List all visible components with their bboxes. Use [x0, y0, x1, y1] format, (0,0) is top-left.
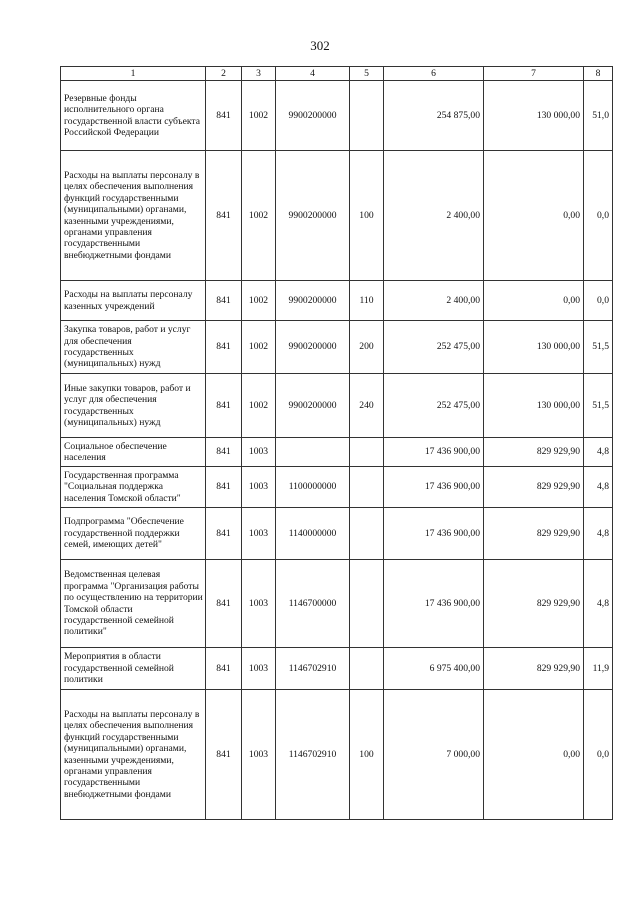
header-cell: 5 [350, 67, 384, 81]
row-col4: 9900200000 [276, 374, 350, 438]
table-row [61, 467, 613, 508]
row-col5 [350, 560, 384, 648]
row-name: Расходы на выплаты персоналу в целях обеспечения выполнения функций государственными (муниципальными) органами, казенными учреждениями, органами управления государственными внебюджетными фондами [61, 151, 206, 281]
row-col6: 6 975 400,00 [384, 648, 484, 690]
row-col3: 1002 [242, 374, 276, 438]
row-col7: 829 929,90 [484, 467, 584, 508]
header-cell: 6 [384, 67, 484, 81]
row-col5: 100 [350, 690, 384, 820]
row-col6: 2 400,00 [384, 151, 484, 281]
row-name: Социальное обеспечение населения [61, 438, 206, 467]
row-col7: 0,00 [484, 690, 584, 820]
row-name: Расходы на выплаты персоналу казенных учреждений [61, 281, 206, 321]
row-col4: 9900200000 [276, 281, 350, 321]
row-col3: 1003 [242, 648, 276, 690]
row-col4: 1146702910 [276, 648, 350, 690]
row-col7: 829 929,90 [484, 508, 584, 560]
row-name: Закупка товаров, работ и услуг для обеспечения государственных (муниципальных) нужд [61, 321, 206, 374]
row-col5 [350, 648, 384, 690]
row-col6: 252 475,00 [384, 374, 484, 438]
row-col7: 130 000,00 [484, 374, 584, 438]
row-col5 [350, 81, 384, 151]
header-cell: 4 [276, 67, 350, 81]
row-name: Мероприятия в области государственной семейной политики [61, 648, 206, 690]
table-row [61, 438, 613, 467]
header-cell: 7 [484, 67, 584, 81]
row-name: Ведомственная целевая программа "Организация работы по осуществлению на территории Томской области государственной семейной политики" [61, 560, 206, 648]
row-col4: 9900200000 [276, 151, 350, 281]
row-col2: 841 [206, 281, 242, 321]
row-col6: 2 400,00 [384, 281, 484, 321]
row-col2: 841 [206, 438, 242, 467]
row-col7: 829 929,90 [484, 560, 584, 648]
row-col4 [276, 438, 350, 467]
header-cell: 1 [61, 67, 206, 81]
row-col8: 51,5 [584, 374, 613, 438]
table-row [61, 508, 613, 560]
row-col5: 240 [350, 374, 384, 438]
row-col5: 100 [350, 151, 384, 281]
row-name: Иные закупки товаров, работ и услуг для обеспечения государственных (муниципальных) нужд [61, 374, 206, 438]
row-col6: 17 436 900,00 [384, 508, 484, 560]
row-col8: 11,9 [584, 648, 613, 690]
row-col2: 841 [206, 151, 242, 281]
header-cell: 8 [584, 67, 613, 81]
row-col2: 841 [206, 81, 242, 151]
row-col3: 1003 [242, 438, 276, 467]
row-col4: 1100000000 [276, 467, 350, 508]
row-col8: 51,0 [584, 81, 613, 151]
row-col5: 200 [350, 321, 384, 374]
row-col2: 841 [206, 560, 242, 648]
page-number: 302 [310, 38, 330, 53]
row-col4: 1140000000 [276, 508, 350, 560]
row-name: Государственная программа "Социальная поддержка населения Томской области" [61, 467, 206, 508]
row-col4: 9900200000 [276, 81, 350, 151]
row-col3: 1002 [242, 321, 276, 374]
row-col7: 829 929,90 [484, 438, 584, 467]
table-row [61, 560, 613, 648]
table-row [61, 648, 613, 690]
row-name: Расходы на выплаты персоналу в целях обеспечения выполнения функций государственными (муниципальными) органами, казенными учреждениями, органами управления государственными внебюджетными фондами [61, 690, 206, 820]
table-row [61, 81, 613, 151]
row-col7: 130 000,00 [484, 321, 584, 374]
row-col4: 1146700000 [276, 560, 350, 648]
row-name: Подпрограмма "Обеспечение государственной поддержки семей, имеющих детей" [61, 508, 206, 560]
table-row [61, 374, 613, 438]
row-col5 [350, 438, 384, 467]
table-row [61, 281, 613, 321]
row-col2: 841 [206, 321, 242, 374]
row-col8: 4,8 [584, 467, 613, 508]
row-col3: 1002 [242, 81, 276, 151]
table-row [61, 690, 613, 820]
row-col3: 1003 [242, 467, 276, 508]
row-col2: 841 [206, 690, 242, 820]
row-col7: 130 000,00 [484, 81, 584, 151]
row-name: Резервные фонды исполнительного органа государственной власти субъекта Российской Федерации [61, 81, 206, 151]
row-col4: 9900200000 [276, 321, 350, 374]
row-col8: 4,8 [584, 560, 613, 648]
row-col8: 4,8 [584, 508, 613, 560]
row-col8: 51,5 [584, 321, 613, 374]
row-col3: 1003 [242, 690, 276, 820]
budget-table [60, 66, 613, 820]
row-col5 [350, 508, 384, 560]
row-col3: 1003 [242, 508, 276, 560]
row-col6: 7 000,00 [384, 690, 484, 820]
header-row [61, 67, 613, 81]
row-col2: 841 [206, 648, 242, 690]
row-col2: 841 [206, 374, 242, 438]
header-cell: 3 [242, 67, 276, 81]
row-col7: 0,00 [484, 151, 584, 281]
row-col5 [350, 467, 384, 508]
row-col6: 17 436 900,00 [384, 467, 484, 508]
table-row [61, 321, 613, 374]
row-col7: 829 929,90 [484, 648, 584, 690]
row-col2: 841 [206, 467, 242, 508]
row-col4: 1146702910 [276, 690, 350, 820]
row-col3: 1002 [242, 281, 276, 321]
row-col2: 841 [206, 508, 242, 560]
row-col6: 254 875,00 [384, 81, 484, 151]
row-col3: 1003 [242, 560, 276, 648]
row-col8: 0,0 [584, 281, 613, 321]
header-cell: 2 [206, 67, 242, 81]
row-col5: 110 [350, 281, 384, 321]
row-col8: 0,0 [584, 690, 613, 820]
row-col8: 0,0 [584, 151, 613, 281]
row-col6: 17 436 900,00 [384, 438, 484, 467]
row-col6: 252 475,00 [384, 321, 484, 374]
row-col3: 1002 [242, 151, 276, 281]
row-col7: 0,00 [484, 281, 584, 321]
row-col6: 17 436 900,00 [384, 560, 484, 648]
table-row [61, 151, 613, 281]
row-col8: 4,8 [584, 438, 613, 467]
